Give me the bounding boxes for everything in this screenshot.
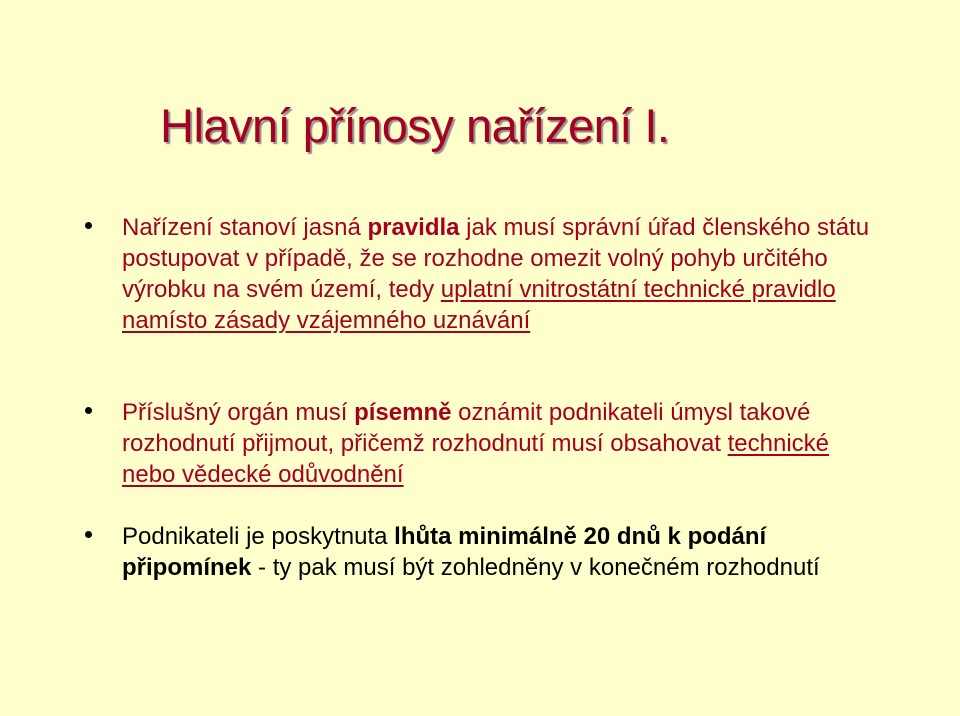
text-segment: jak musí správní úřad členského státu postupovat v případě, že se rozhodne omezit volný pohyb určitého výrobku na svém území, tedy bbox=[122, 214, 870, 303]
bold-text-segment: písemně bbox=[354, 399, 452, 426]
underlined-text-segment: uplatní vnitrostátní technické pravidlo namísto zásady vzájemného uznávání bbox=[122, 276, 836, 334]
bullet-dot-icon bbox=[85, 407, 92, 414]
underlined-text-segment: technické nebo vědecké odůvodnění bbox=[122, 430, 830, 488]
text-segment: Nařízení stanoví jasná bbox=[122, 214, 368, 241]
bullet-dot-icon bbox=[85, 531, 92, 538]
bold-text-segment: pravidla bbox=[367, 214, 460, 241]
bullet-item-rules bbox=[122, 212, 882, 336]
text-segment: Podnikateli je poskytnuta bbox=[122, 523, 395, 550]
bullet-dot-icon bbox=[85, 222, 92, 229]
bullet-text bbox=[122, 521, 882, 583]
bullet-item-written-notice bbox=[122, 397, 882, 490]
text-segment: - ty pak musí být zohledněny v konečném rozhodnutí bbox=[251, 554, 820, 581]
bullet-item-deadline bbox=[122, 521, 882, 583]
bullet-text bbox=[122, 212, 882, 336]
bullet-text bbox=[122, 397, 882, 490]
text-segment: oznámit podnikateli úmysl takové rozhodnutí přijmout, přičemž rozhodnutí musí obsahovat bbox=[122, 399, 811, 457]
text-segment: Příslušný orgán musí bbox=[122, 399, 355, 426]
slide-title: Hlavní přínosy nařízení I. bbox=[160, 99, 670, 152]
bold-text-segment: lhůta minimálně 20 dnů k podání připomínek bbox=[122, 523, 767, 581]
